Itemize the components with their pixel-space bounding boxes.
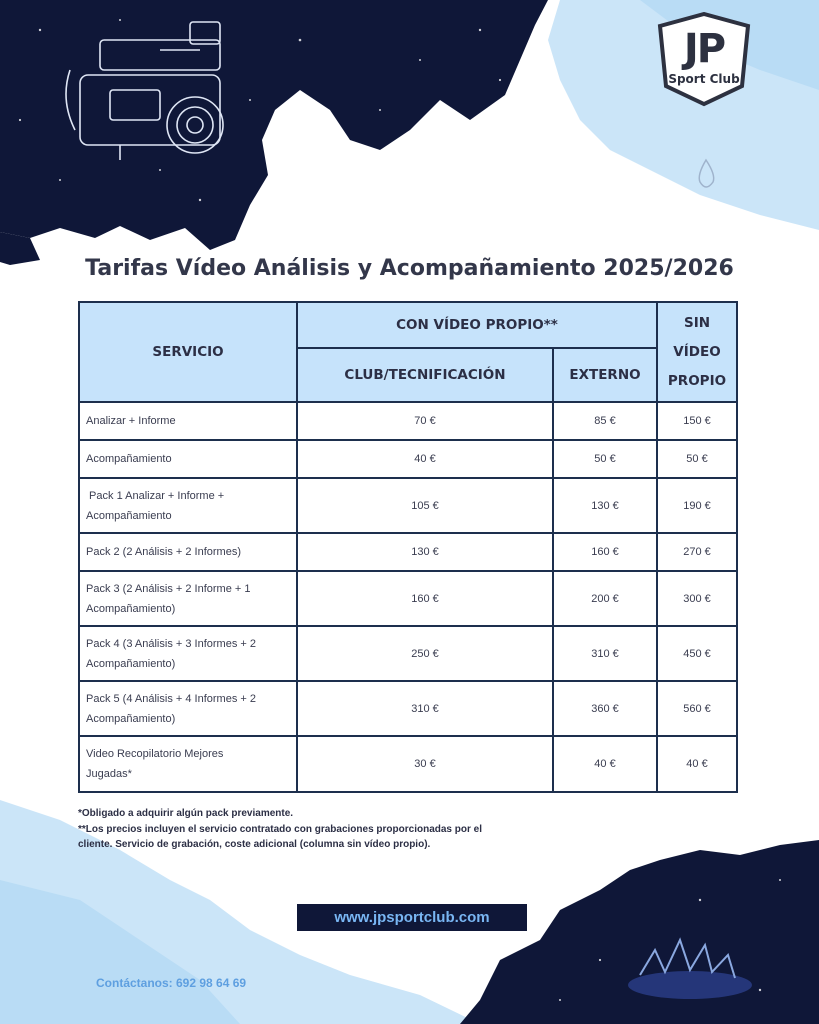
externo-price: 40 € xyxy=(553,736,657,792)
service-cell: Pack 2 (2 Análisis + 2 Informes) xyxy=(79,533,297,571)
service-cell: Pack 1 Analizar + Informe + Acompañamiento xyxy=(79,478,297,533)
service-cell: Acompañamiento xyxy=(79,440,297,478)
club-price: 40 € xyxy=(297,440,553,478)
footnotes xyxy=(78,806,518,853)
sin-video-price: 450 € xyxy=(657,626,737,681)
club-price: 160 € xyxy=(297,571,553,626)
externo-price: 130 € xyxy=(553,478,657,533)
table-row xyxy=(79,681,737,736)
service-cell: Analizar + Informe xyxy=(79,402,297,440)
table-row xyxy=(79,626,737,681)
club-price: 250 € xyxy=(297,626,553,681)
sin-video-price: 40 € xyxy=(657,736,737,792)
externo-price: 160 € xyxy=(553,533,657,571)
logo-mark: JP xyxy=(683,26,725,72)
service-cell: Pack 3 (2 Análisis + 2 Informe + 1 Acompañamiento) xyxy=(79,571,297,626)
table-row xyxy=(79,736,737,792)
externo-price: 85 € xyxy=(553,402,657,440)
page-title: Tarifas Vídeo Análisis y Acompañamiento 2025/2026 xyxy=(85,256,734,281)
service-cell: Video Recopilatorio Mejores Jugadas* xyxy=(79,736,297,792)
header-club: CLUB/TECNIFICACIÓN xyxy=(297,348,553,402)
externo-price: 50 € xyxy=(553,440,657,478)
club-price: 70 € xyxy=(297,402,553,440)
club-price: 130 € xyxy=(297,533,553,571)
service-cell: Pack 5 (4 Análisis + 4 Informes + 2 Acompañamiento) xyxy=(79,681,297,736)
logo xyxy=(654,12,754,108)
service-cell: Pack 4 (3 Análisis + 3 Informes + 2 Acompañamiento) xyxy=(79,626,297,681)
sin-video-price: 190 € xyxy=(657,478,737,533)
price-table xyxy=(78,301,738,793)
club-price: 30 € xyxy=(297,736,553,792)
header-con-video: CON VÍDEO PROPIO** xyxy=(297,302,657,348)
table-row xyxy=(79,402,737,440)
sin-video-price: 150 € xyxy=(657,402,737,440)
sin-video-price: 560 € xyxy=(657,681,737,736)
contact-phone[interactable]: Contáctanos: 692 98 64 69 xyxy=(96,976,247,990)
club-price: 310 € xyxy=(297,681,553,736)
footnote: *Obligado a adquirir algún pack previamente. xyxy=(78,808,294,819)
externo-price: 310 € xyxy=(553,626,657,681)
table-row xyxy=(79,440,737,478)
header-sin-video: SIN VÍDEO PROPIO xyxy=(657,302,737,402)
externo-price: 200 € xyxy=(553,571,657,626)
footnote: **Los precios incluyen el servicio contratado con grabaciones proporcionadas por el xyxy=(78,823,482,835)
sin-video-price: 270 € xyxy=(657,533,737,571)
table-row xyxy=(79,571,737,626)
club-price: 105 € xyxy=(297,478,553,533)
header-servicio: SERVICIO xyxy=(79,302,297,402)
footnote: cliente. Servicio de grabación, coste adicional (columna sin vídeo propio). xyxy=(78,839,431,850)
table-row xyxy=(79,533,737,571)
website-link[interactable]: www.jpsportclub.com xyxy=(297,904,527,931)
header-externo: EXTERNO xyxy=(553,348,657,402)
sin-video-price: 50 € xyxy=(657,440,737,478)
table-row xyxy=(79,478,737,533)
logo-subtitle: Sport Club xyxy=(668,72,740,86)
sin-video-price: 300 € xyxy=(657,571,737,626)
externo-price: 360 € xyxy=(553,681,657,736)
